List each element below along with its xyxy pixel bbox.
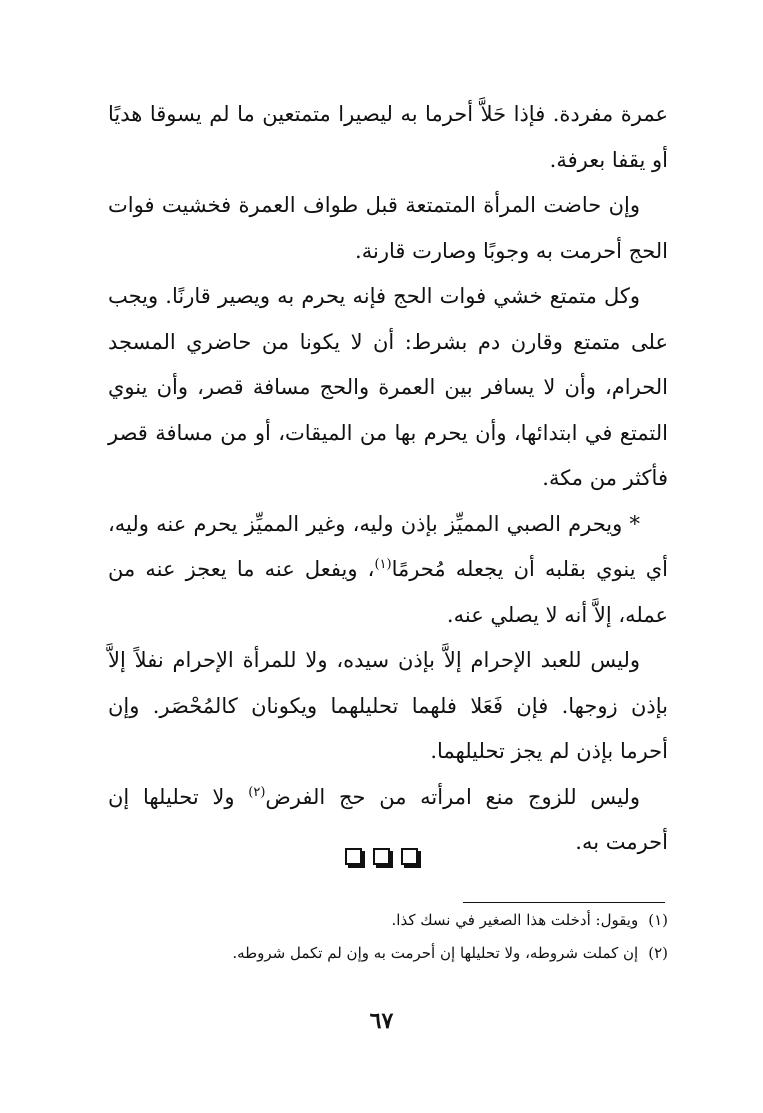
footnote-number: (١): [648, 911, 668, 929]
paragraph-3: وكل متمتع خشي فوات الحج فإنه يحرم به ويصير قارنًا. ويجب على متمتع وقارن دم بشرط: أن لا يكونا من حاضري المسجد الحرام، وأن لا يسافر بين العمرة والحج مسافة قصر، وأن ينوي التمتع في ابتدائها، وأن يحرم بها من الميقات، أو من مسافة قصر فأكثر من مكة.: [108, 284, 668, 490]
paragraph-4-part-1: * ويحرم الصبي المميِّز بإذن وليه، وغير المميِّز يحرم عنه وليه، أي ينوي بقلبه أن يجعله مُحرمًا: [108, 511, 668, 581]
page-number: ٦٧: [369, 1008, 394, 1034]
footnote-2: [108, 937, 668, 970]
footnotes: [108, 904, 668, 970]
footnote-1: [108, 904, 668, 937]
box-ornament-icon: [345, 848, 362, 865]
box-ornament-icon: [373, 848, 390, 865]
footnote-ref-2: (٢): [248, 784, 266, 800]
paragraph-1: عمرة مفردة. فإذا حَلاَّ أحرما به ليصيرا متمتعين ما لم يسوقا هديًا أو يقفا بعرفة.: [108, 102, 668, 172]
box-ornament-icon: [401, 848, 418, 865]
paragraph-5: وليس للعبد الإحرام إلاَّ بإذن سيده، ولا للمرأة الإحرام نفلاً إلاَّ بإذن زوجها. فإن فَعَلا فلهما تحليلهما ويكونان كالمُحْصَر. وإن أحرما بإذن لم يجز تحليلهما.: [108, 648, 668, 763]
paragraph-6-part-2: ولا تحليلها إن أحرمت به.: [108, 784, 668, 854]
footnote-number: (٢): [648, 944, 668, 962]
paragraph-6-part-1: وليس للزوج منع امرأته من حج الفرض: [265, 784, 640, 809]
paragraph-2: وإن حاضت المرأة المتمتعة قبل طواف العمرة فخشيت فوات الحج أحرمت به وجوبًا وصارت قارنة.: [108, 193, 668, 263]
main-text: [108, 92, 668, 866]
footnote-text: ويقول: أدخلت هذا الصغير في نسك كذا.: [391, 911, 639, 929]
section-separator-icon: [0, 848, 763, 869]
footnote-text: إن كملت شروطه، ولا تحليلها إن أحرمت به وإن لم تكمل شروطه.: [232, 944, 639, 962]
paragraph-4: [108, 502, 668, 639]
footnote-divider: [463, 902, 665, 903]
footnote-ref-1: (١): [374, 557, 392, 572]
paragraph-4-part-2: ، ويفعل عنه ما يعجز عنه من عمله، إلاَّ أنه لا يصلي عنه.: [108, 557, 668, 627]
